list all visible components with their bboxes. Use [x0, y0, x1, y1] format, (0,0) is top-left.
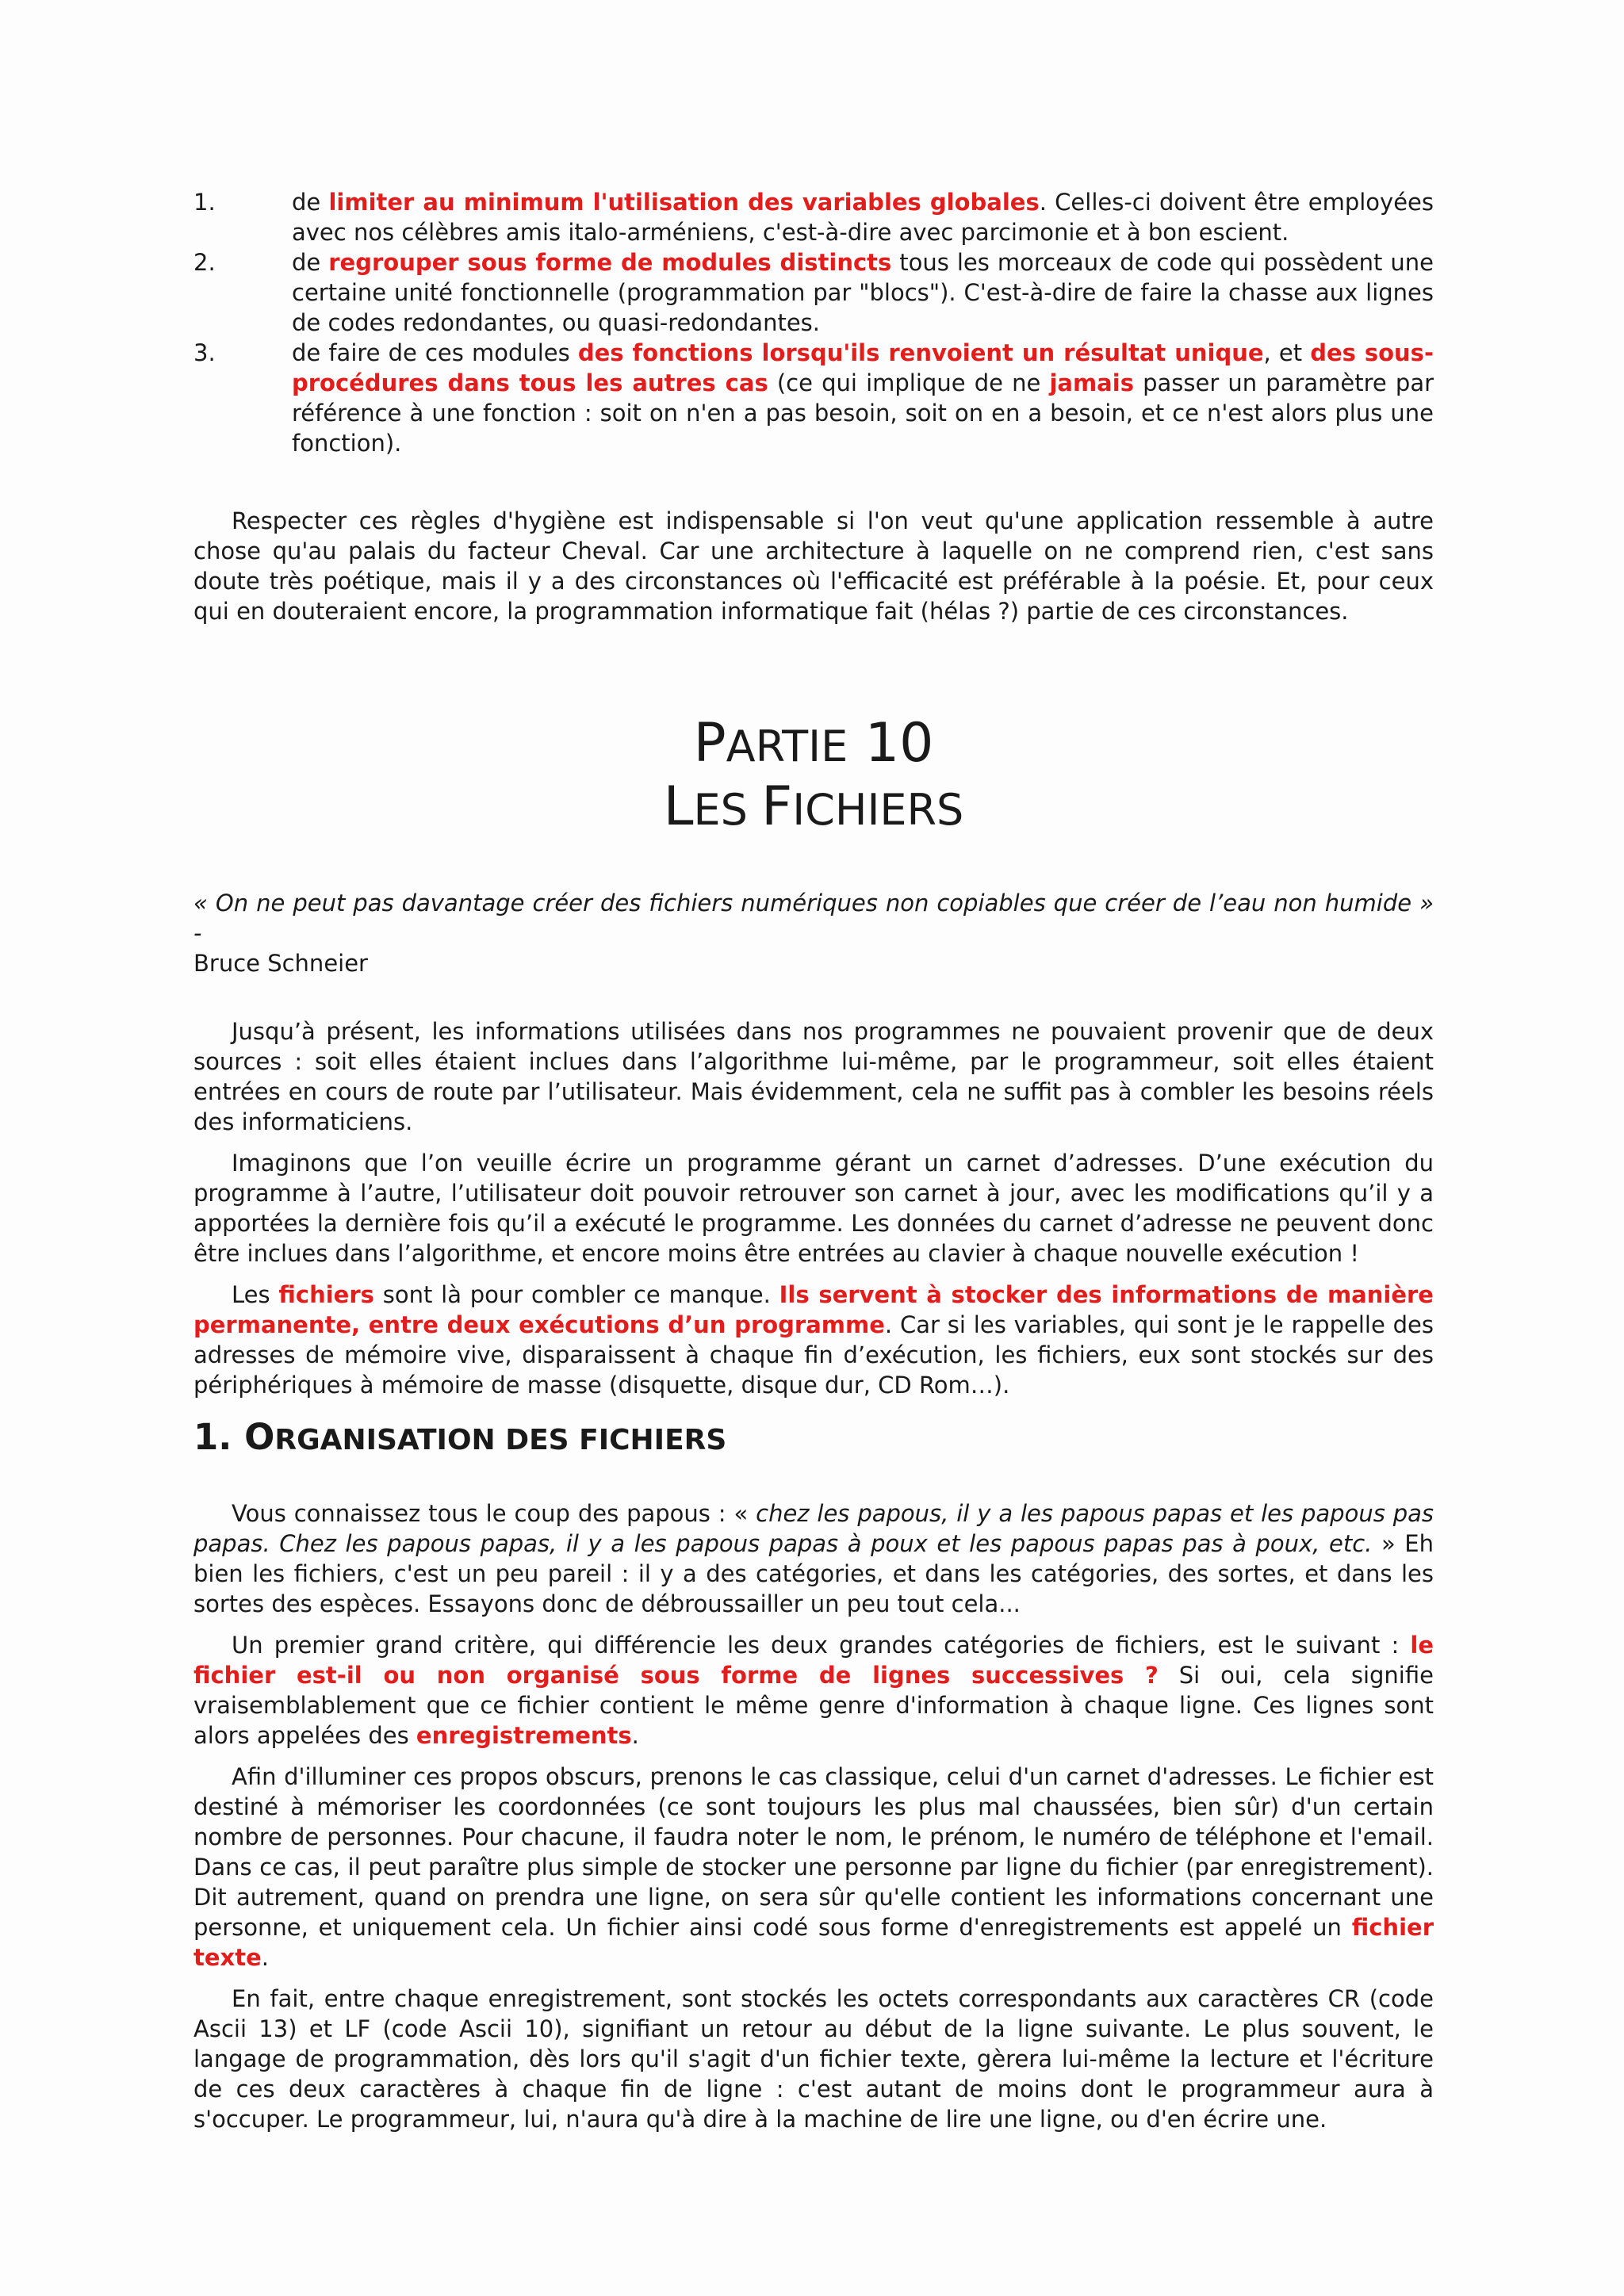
- text-run: .: [631, 1722, 639, 1749]
- text-run: Imaginons que l’on veuille écrire un programme gérant un carnet d’adresses. D’une exécution du programme à l’autre, l’utilisateur doit pouvoir retrouver son carnet à jour, avec les modifications qu’il y a apportées la dernière fois qu’il a exécuté le programme. Les données du carnet d’adresse ne peuvent donc être inclues dans l’algorithme, et encore moins être entrées au clavier à chaque nouvelle exécution !: [193, 1150, 1434, 1267]
- text-run: » Eh bien les fichiers, c'est un peu pareil : il y a des catégories, et dans les catégories, des sortes, et dans les sortes des espèces. Essayons donc de débroussailler un peu tout cela...: [193, 1530, 1434, 1617]
- italic-text: chez les papous, il y a les papous papas et les papous pas papas. Chez les papous papas, il y a les papous papas à poux et les papous papas pas à poux, etc.: [193, 1500, 1434, 1557]
- list-item-1: [193, 187, 1434, 247]
- quote-text: « On ne peut pas davantage créer des fichiers numériques non copiables que créer de l’eau non humide » -: [193, 890, 1434, 947]
- highlighted-text: le fichier est-il ou non organisé sous forme de lignes successives ?: [193, 1632, 1434, 1689]
- text-run: (ce qui implique de ne: [768, 369, 1050, 396]
- list-item-2: [193, 247, 1434, 338]
- text-run: . Celles-ci doivent être employées avec nos célèbres amis italo-arméniens, c'est-à-dire avec parcimonie et à bon escient.: [292, 189, 1434, 246]
- part-title-line2: LES FICHIERS: [663, 775, 964, 838]
- highlighted-text: regrouper sous forme de modules distincts: [328, 249, 892, 276]
- text-run: Jusqu’à présent, les informations utilisées dans nos programmes ne pouvaient provenir que de deux sources : soit elles étaient inclues dans l’algorithme lui-même, par le programmeur, soit elles étaient entrées en cours de route par l’utilisateur. Mais évidemment, cela ne suffit pas à combler les besoins réels des informaticiens.: [193, 1018, 1434, 1135]
- section-paragraph-4: [193, 1984, 1434, 2134]
- intro-paragraph-3: [193, 1280, 1434, 1400]
- part-title: [193, 714, 1434, 840]
- highlighted-text: limiter au minimum l'utilisation des variables globales: [328, 189, 1040, 216]
- list-item-3: [193, 338, 1434, 458]
- section-paragraph-2: [193, 1630, 1434, 1751]
- list-number: 2.: [193, 249, 216, 276]
- quote-author: Bruce Schneier: [193, 950, 368, 977]
- text-run: de: [292, 249, 329, 276]
- section-paragraph-3: [193, 1762, 1434, 1973]
- section-heading: 1. ORGANISATION DES FICHIERS: [193, 1416, 727, 1458]
- highlighted-text: fichier texte: [193, 1914, 1434, 1971]
- text-run: Un premier grand critère, qui différencie les deux grandes catégories de fichiers, est le suivant :: [232, 1632, 1411, 1659]
- highlighted-text: Ils servent à stocker des informations de manière permanente, entre deux exécutions d’un programme: [193, 1281, 1434, 1338]
- text-run: de faire de ces modules: [292, 339, 578, 366]
- intro-paragraph-1: [193, 1016, 1434, 1137]
- text-run: de: [292, 189, 329, 216]
- epigraph-quote: [193, 888, 1434, 978]
- text-run: . Car si les variables, qui sont je le rappelle des adresses de mémoire vive, disparaissent à chaque fin d’exécution, les fichiers, eux sont stockés sur des périphériques à mémoire de masse (disquette, disque dur, CD Rom…).: [193, 1311, 1434, 1399]
- text-run: Afin d'illuminer ces propos obscurs, prenons le cas classique, celui d'un carnet d'adresses. Le fichier est destiné à mémoriser les coordonnées (ce sont toujours les plus mal chaussées, bien sûr) d'un certain nombre de personnes. Pour chacune, il faudra noter le nom, le prénom, le numéro de téléphone et l'email. Dans ce cas, il peut paraître plus simple de stocker une personne par ligne du fichier (par enregistrement). Dit autrement, quand on prendra une ligne, on sera sûr qu'elle contient les informations concernant une personne, et uniquement cela. Un fichier ainsi codé sous forme d'enregistrements est appelé un: [193, 1763, 1434, 1941]
- highlighted-text: des fonctions lorsqu'ils renvoient un résultat unique: [577, 339, 1264, 366]
- intro-paragraph-2: [193, 1148, 1434, 1269]
- list-number: 1.: [193, 189, 216, 216]
- text-run: En fait, entre chaque enregistrement, sont stockés les octets correspondants aux caractères CR (code Ascii 13) et LF (code Ascii 10), signifiant un retour au début de la ligne suivante. Le plus souvent, le langage de programmation, dès lors qu'il s'agit d'un fichier texte, gèrera lui-même la lecture et l'écriture de ces deux caractères à chaque fin de ligne : c'est autant de moins dont le programmeur aura à s'occuper. Le programmeur, lui, n'aura qu'à dire à la machine de lire une ligne, ou d'en écrire une.: [193, 1985, 1434, 2133]
- numbered-list: [193, 187, 1434, 458]
- text-run: sont là pour combler ce manque.: [373, 1281, 779, 1308]
- hygiene-paragraph: Respecter ces règles d'hygiène est indispensable si l'on veut qu'une application ressemble à autre chose qu'au palais du facteur Cheval. Car une architecture à laquelle on ne comprend rien, c'est sans doute très poétique, mais il y a des circonstances où l'efficacité est préférable à la poésie. Et, pour ceux qui en douteraient encore, la programmation informatique fait (hélas ?) partie de ces circonstances.: [193, 507, 1434, 625]
- text-run: Vous connaissez tous le coup des papous : «: [232, 1500, 756, 1527]
- list-number: 3.: [193, 339, 216, 366]
- highlighted-text: enregistrements: [416, 1722, 632, 1749]
- text-run: tous les morceaux de code qui possèdent une certaine unité fonctionnelle (programmation par "blocs"). C'est-à-dire de faire la chasse aux lignes de codes redondantes, ou quasi-redondantes.: [292, 249, 1434, 336]
- highlighted-text: jamais: [1049, 369, 1134, 396]
- text-run: passer un paramètre par référence à une fonction : soit on n'en a pas besoin, soit on en a besoin, et ce n'est alors plus une fonction).: [292, 369, 1434, 457]
- highlighted-text: fichiers: [278, 1281, 374, 1308]
- section-paragraph-1: [193, 1498, 1434, 1619]
- part-title-line1: PARTIE 10: [693, 712, 934, 775]
- text-run: Si oui, cela signifie vraisemblablement que ce fichier contient le même genre d'information à chaque ligne. Ces lignes sont alors appelées des: [193, 1662, 1434, 1749]
- text-run: Les: [232, 1281, 279, 1308]
- text-run: , et: [1263, 339, 1311, 366]
- text-run: .: [261, 1944, 269, 1971]
- highlighted-text: des sous-procédures dans tous les autres cas: [292, 339, 1434, 396]
